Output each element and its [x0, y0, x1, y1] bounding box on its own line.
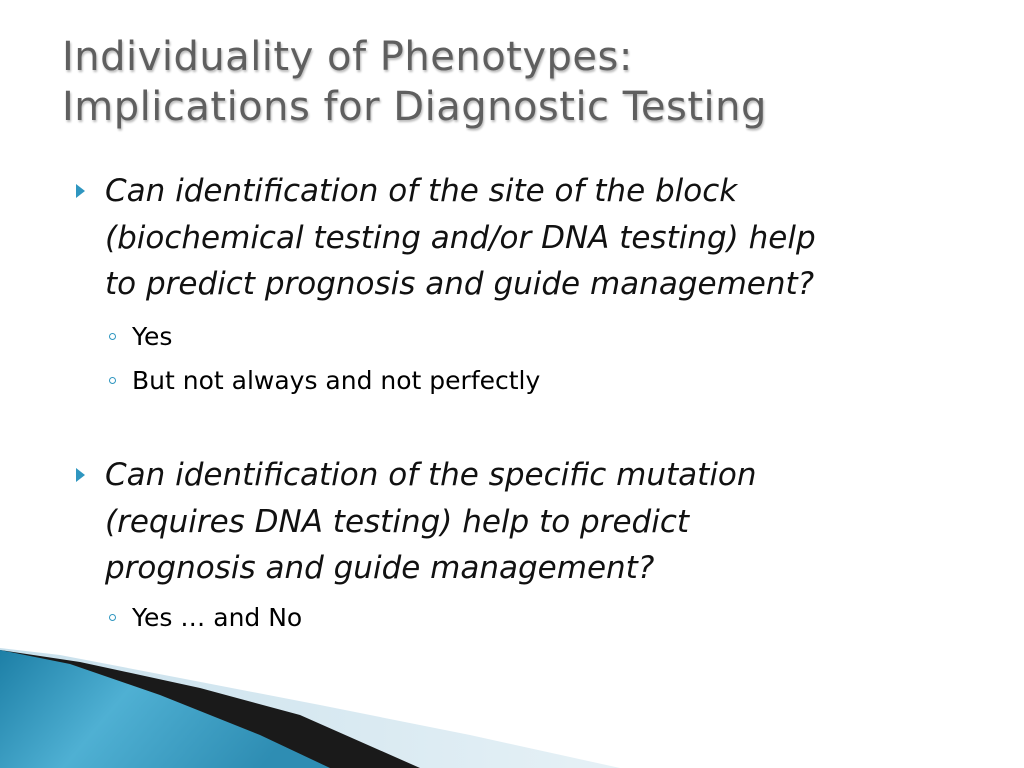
bullet-text — [105, 452, 985, 592]
bullet-line: Can identification of the site of the block — [105, 173, 738, 209]
sub-bullet-list — [105, 596, 985, 640]
circle-bullet-icon — [109, 377, 116, 384]
triangle-bullet-icon — [76, 468, 85, 482]
title-line-2: Implications for Diagnostic Testing — [62, 84, 767, 130]
sub-bullet-item — [105, 596, 985, 640]
sub-bullet-item — [105, 359, 985, 403]
bullet-line: (biochemical testing and/or DNA testing) help — [105, 219, 816, 256]
circle-bullet-icon — [109, 614, 116, 621]
bullet-line: to predict prognosis and guide management? — [105, 266, 815, 302]
sub-bullet-text: But not always and not perfectly — [132, 365, 541, 395]
bullet-line: Can identification of the specific mutation — [105, 457, 757, 493]
bullet-item — [105, 452, 985, 640]
bullet-line: (requires DNA testing) help to predict — [105, 503, 690, 540]
bullet-item — [105, 168, 985, 403]
triangle-bullet-icon — [76, 184, 85, 198]
sub-bullet-list — [105, 315, 985, 403]
sub-bullet-item — [105, 315, 985, 359]
circle-bullet-icon — [109, 333, 116, 340]
sub-bullet-text: Yes — [132, 321, 173, 351]
title-line-1: Individuality of Phenotypes: — [62, 34, 633, 80]
bullet-line: prognosis and guide management? — [105, 550, 655, 586]
sub-bullet-text: Yes … and No — [132, 602, 303, 632]
bullet-text — [105, 168, 985, 308]
